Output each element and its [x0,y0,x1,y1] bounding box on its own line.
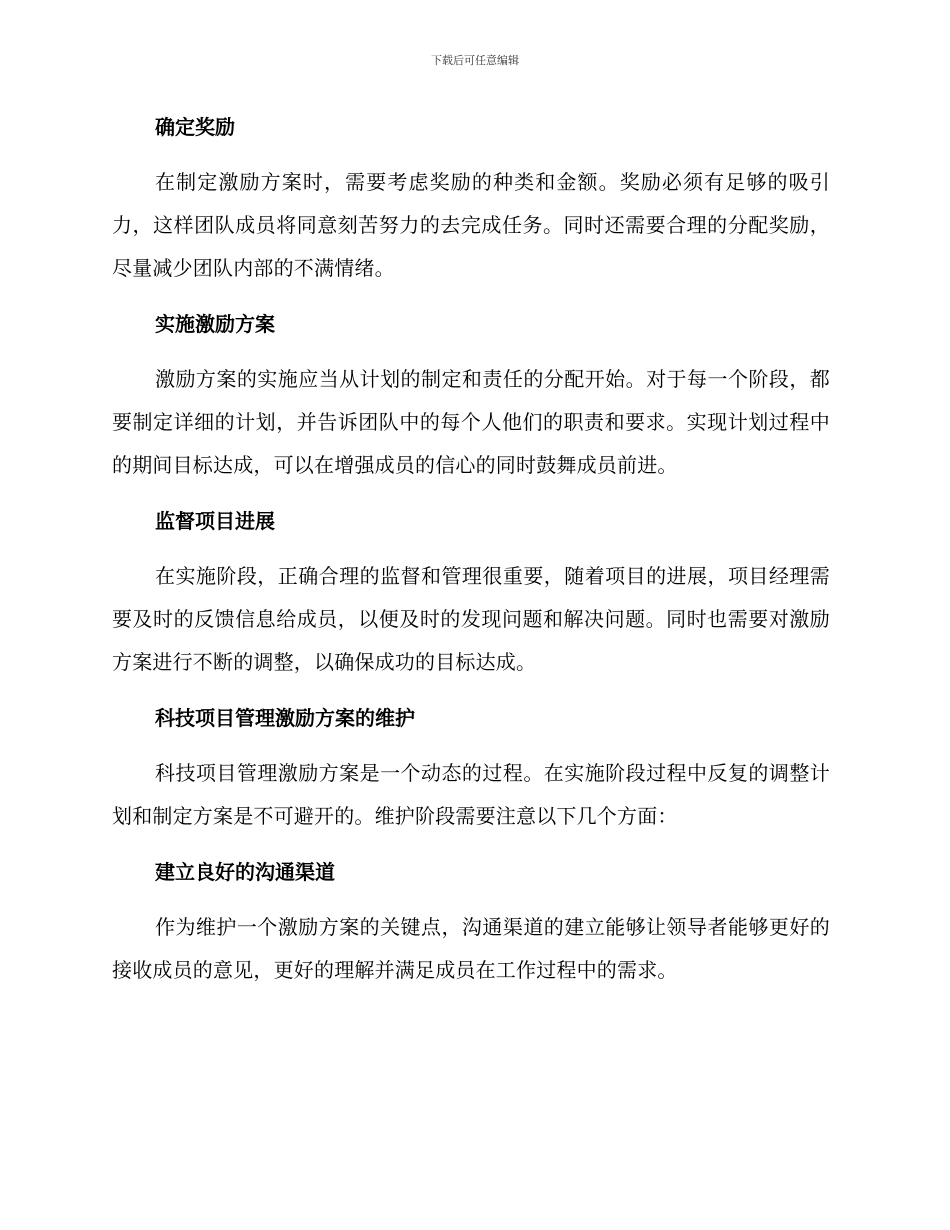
section-heading: 建立良好的沟通渠道 [155,860,335,884]
section-heading: 确定奖励 [155,115,235,139]
document-body [112,106,830,1005]
section-determine-rewards [112,106,830,290]
section-paragraph: 激励方案的实施应当从计划的制定和责任的分配开始。对于每一个阶段，都要制定详细的计划，并告诉团队中的每个人他们的职责和要求。实现计划过程中的期间目标达成，可以在增强成员的信心的同时鼓舞成员前进。 [112,367,830,477]
section-paragraph: 科技项目管理激励方案是一个动态的过程。在实施阶段过程中反复的调整计划和制定方案是不可避开的。维护阶段需要注意以下几个方面： [112,761,830,828]
section-heading: 实施激励方案 [155,312,275,336]
page-header: 下载后可任意编辑 [431,54,519,67]
section-implement-plan [112,303,830,487]
section-monitor-progress [112,500,830,684]
section-paragraph: 在制定激励方案时，需要考虑奖励的种类和金额。奖励必须有足够的吸引力，这样团队成员将同意刻苦努力的去完成任务。同时还需要合理的分配奖励，尽量减少团队内部的不满情绪。 [112,170,830,280]
section-heading: 监督项目进展 [155,509,275,533]
section-heading: 科技项目管理激励方案的维护 [155,706,415,730]
section-communication [112,851,830,992]
section-paragraph: 作为维护一个激励方案的关键点，沟通渠道的建立能够让领导者能够更好的接收成员的意见，更好的理解并满足成员在工作过程中的需求。 [112,915,830,982]
section-maintenance [112,697,830,838]
section-paragraph: 在实施阶段，正确合理的监督和管理很重要，随着项目的进展，项目经理需要及时的反馈信息给成员，以便及时的发现问题和解决问题。同时也需要对激励方案进行不断的调整，以确保成功的目标达成。 [112,564,830,674]
